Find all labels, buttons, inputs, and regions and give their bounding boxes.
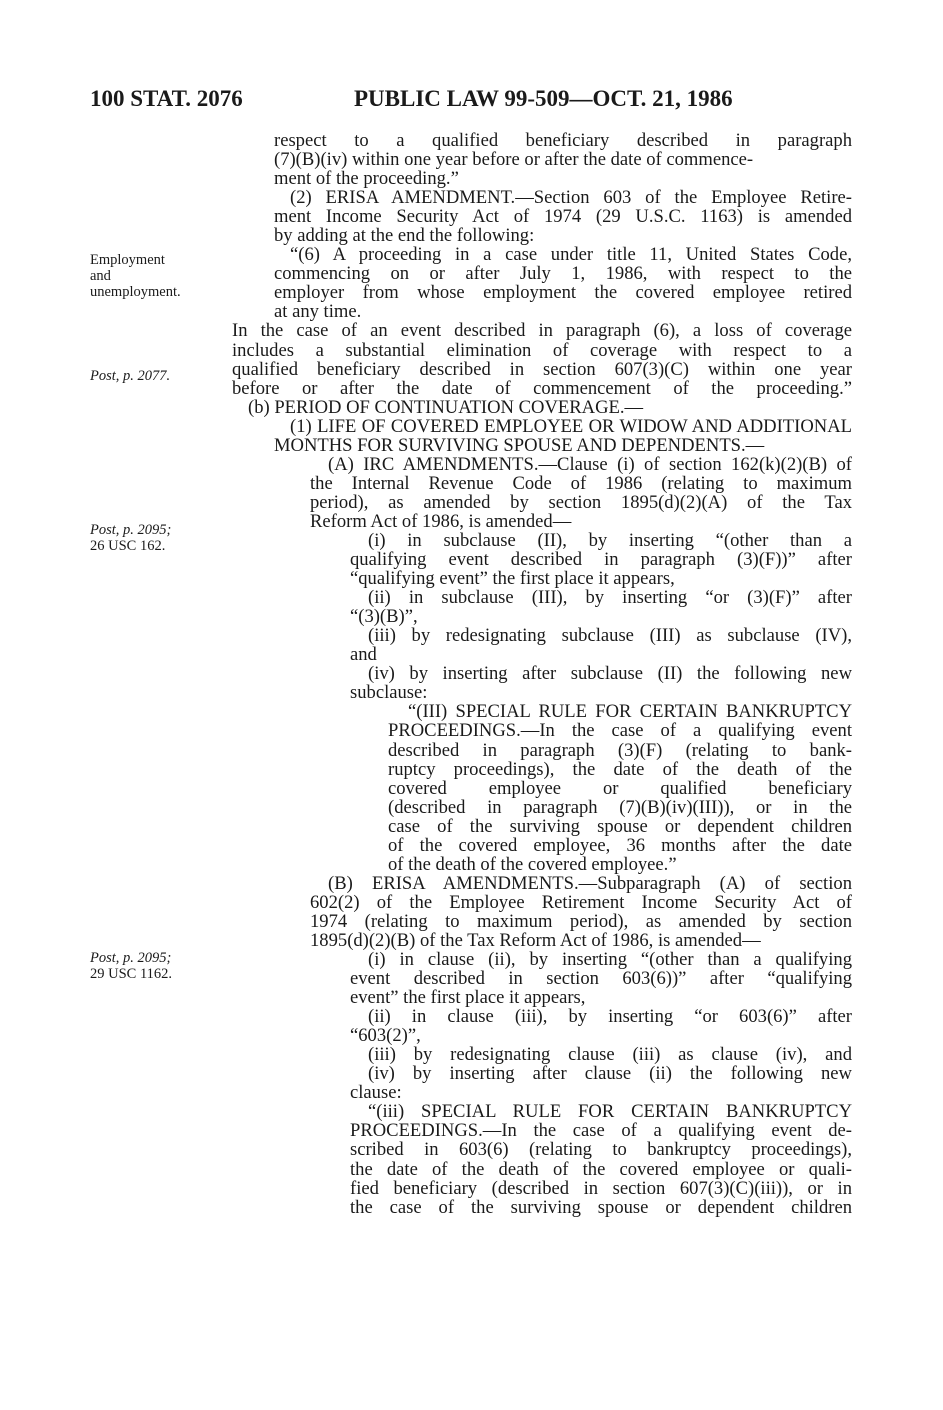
body-line: (iii) by redesignating clause (iii) as clause (iv), and [368, 1045, 852, 1065]
body-line: at any time. [274, 302, 362, 322]
body-line: (B) ERISA AMENDMENTS.—Subparagraph (A) of section [328, 873, 852, 893]
margin-note-line: unemployment. [90, 284, 181, 300]
body-line: (7)(B)(iv) within one year before or after the date of commence- [274, 150, 754, 170]
body-line: (i) in clause (ii), by inserting “(other than a qualifying [368, 950, 852, 970]
body-line: commencing on or after July 1, 1986, with respect to the [274, 264, 852, 284]
margin-note-26-usc-162 [90, 522, 230, 554]
body-line: event described in section 603(6))” after “qualifying [350, 969, 852, 989]
margin-note-29-usc-1162 [90, 950, 230, 982]
margin-note-line: 26 USC 162. [90, 538, 166, 554]
body-line: ment of the proceeding.” [274, 169, 459, 189]
body-line: qualifying event described in paragraph (3)(F))” after [350, 550, 852, 570]
body-line: the case of the surviving spouse or dependent children [350, 1197, 852, 1217]
body-line: “(6) A proceeding in a case under title 11, United States Code, [290, 245, 852, 265]
body-line: In the case of an event described in paragraph (6), a loss of coverage [232, 321, 852, 341]
body-line: (iv) by inserting after clause (ii) the following new [368, 1064, 852, 1084]
margin-note-line: and [90, 268, 111, 284]
body-line: subclause: [350, 683, 428, 703]
body-line: qualified beneficiary described in section 607(3)(C) within one year [232, 359, 852, 379]
body-line: event” the first place it appears, [350, 988, 586, 1008]
body-line: scribed in 603(6) (relating to bankruptcy proceedings), [350, 1140, 852, 1160]
body-line: (b) PERIOD OF CONTINUATION COVERAGE.— [248, 397, 644, 417]
body-line: ruptcy proceedings), the date of the death of the [388, 759, 852, 779]
body-line: employer from whose employment the covered employee retired [274, 283, 852, 303]
body-line: clause: [350, 1083, 402, 1103]
body-line: Reform Act of 1986, is amended— [310, 511, 572, 531]
margin-note-employment [90, 252, 230, 300]
body-line: ment Income Security Act of 1974 (29 U.S.C. 1163) is amended [274, 207, 852, 227]
body-line: (2) ERISA AMENDMENT.—Section 603 of the Employee Retire- [290, 188, 852, 208]
body-line: “(3)(B)”, [350, 607, 418, 627]
body-line: 1974 (relating to maximum period), as amended by section [310, 911, 852, 931]
body-line: “(III) SPECIAL RULE FOR CERTAIN BANKRUPTCY [408, 702, 852, 722]
body-line: 602(2) of the Employee Retirement Income Security Act of [310, 892, 852, 912]
body-line: (i) in subclause (II), by inserting “(other than a [368, 530, 852, 551]
body-line: the Internal Revenue Code of 1986 (relating to maximum [310, 473, 852, 493]
stat-page-number: 100 STAT. 2076 [90, 86, 243, 111]
body-line: MONTHS FOR SURVIVING SPOUSE AND DEPENDENTS.— [274, 435, 765, 455]
body-line: fied beneficiary (described in section 607(3)(C)(iii)), or in [350, 1178, 852, 1198]
body-line: period), as amended by section 1895(d)(2)(A) of the Tax [310, 492, 852, 512]
body-line: (iv) by inserting after subclause (II) the following new [368, 664, 852, 684]
body-line: (ii) in clause (iii), by inserting “or 603(6)” after [368, 1007, 852, 1027]
body-line: (iii) by redesignating subclause (III) as subclause (IV), [368, 626, 852, 646]
body-line: of the death of the covered employee.” [388, 854, 677, 874]
body-line: (A) IRC AMENDMENTS.—Clause (i) of section 162(k)(2)(B) of [328, 454, 852, 474]
body-line: and [350, 645, 377, 665]
body-line: (1) LIFE OF COVERED EMPLOYEE OR WIDOW AND ADDITIONAL [290, 416, 852, 436]
body-line: 1895(d)(2)(B) of the Tax Reform Act of 1986, is amended— [310, 930, 761, 951]
body-line: described in paragraph (3)(F) (relating to bank- [388, 740, 852, 760]
margin-note-line: Post, p. 2095; [90, 522, 172, 538]
margin-note-line: Employment [90, 252, 165, 268]
body-line: PROCEEDINGS.—In the case of a qualifying event [388, 721, 852, 741]
body-line: “603(2)”, [350, 1026, 421, 1046]
body-line: respect to a qualified beneficiary described in paragraph [274, 131, 852, 151]
margin-note-line: Post, p. 2095; [90, 950, 172, 966]
body-line: includes a substantial elimination of coverage with respect to a [232, 340, 852, 360]
margin-note-line: 29 USC 1162. [90, 966, 173, 982]
body-line: “qualifying event” the first place it appears, [350, 569, 675, 589]
body-line: covered employee or qualified beneficiary [388, 778, 852, 798]
margin-note-line: Post, p. 2077. [90, 368, 171, 384]
body-line: “(iii) SPECIAL RULE FOR CERTAIN BANKRUPTCY [368, 1102, 852, 1122]
body-line: the date of the death of the covered employee or quali- [350, 1159, 852, 1179]
body-line: before or after the date of commencement of the proceeding.” [232, 378, 852, 398]
body-line: of the covered employee, 36 months after the date [388, 835, 852, 855]
page-header [90, 86, 890, 118]
body-line: by adding at the end the following: [274, 226, 535, 246]
body-line: (described in paragraph (7)(B)(iv)(III)), or in the [388, 797, 852, 817]
statute-body-text [232, 131, 852, 1217]
body-line: PROCEEDINGS.—In the case of a qualifying event de- [350, 1121, 852, 1141]
margin-note-post-2077 [90, 368, 230, 384]
body-line: case of the surviving spouse or dependent children [388, 816, 852, 836]
public-law-citation: PUBLIC LAW 99-509—OCT. 21, 1986 [354, 86, 733, 111]
body-line: (ii) in subclause (III), by inserting “or (3)(F)” after [368, 588, 852, 608]
